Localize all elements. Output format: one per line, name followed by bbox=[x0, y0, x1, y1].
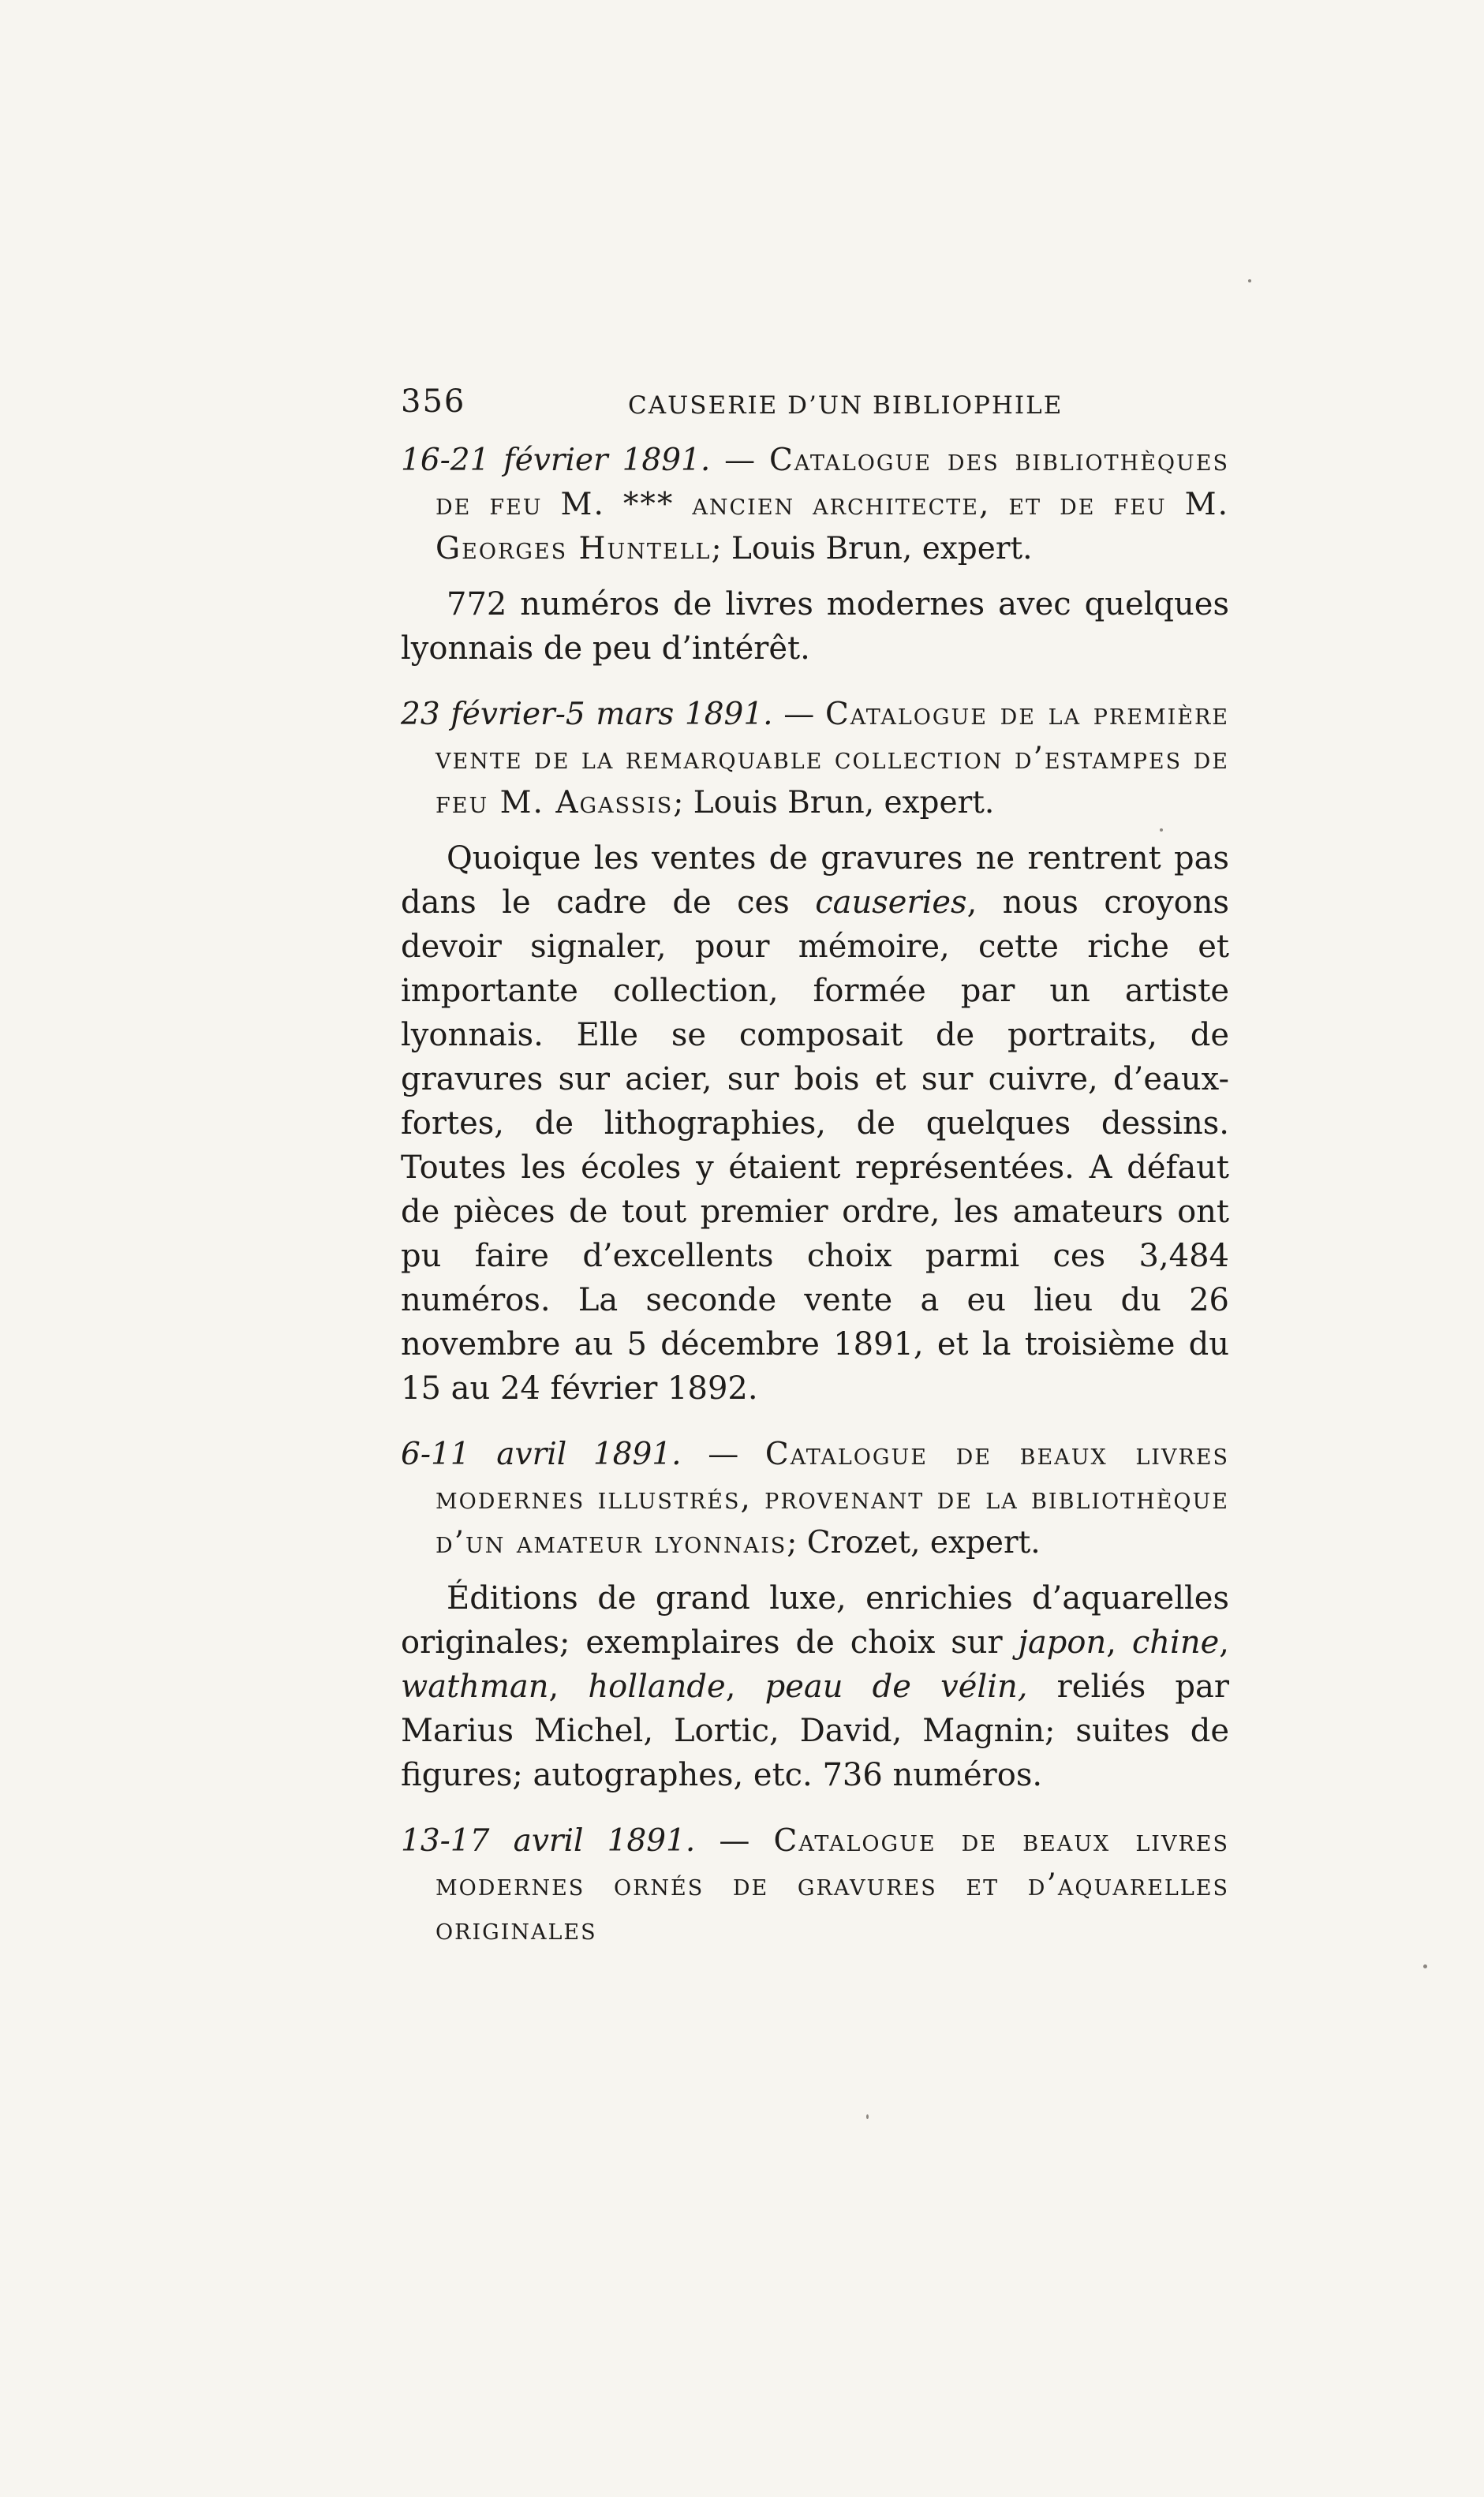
description-italic: causeries bbox=[815, 884, 967, 921]
entry-date: 13-17 avril 1891. bbox=[401, 1823, 696, 1859]
catalogue-entry bbox=[401, 439, 1229, 671]
entry-dash: — bbox=[772, 697, 825, 732]
entry-date: 16-21 février 1891. bbox=[401, 443, 711, 478]
description-text: Éditions de grand luxe, enrichies d’aquarelles originales; exemplaires de choix sur bbox=[401, 1580, 1229, 1661]
entry-dash: — bbox=[695, 1823, 774, 1859]
entry-description: 772 numéros de livres modernes avec quelques lyonnais de peu d’intérêt. bbox=[401, 586, 1229, 667]
description-text: reliés par Marius Michel, Lortic, David, Magnin; suites de figures; autographes, etc. 736 numéros. bbox=[401, 1669, 1229, 1793]
entry-expert: ; Crozet, expert. bbox=[787, 1525, 1041, 1561]
catalogue-entry bbox=[401, 693, 1229, 1411]
paper-speck bbox=[866, 2114, 869, 2119]
description-text: , bbox=[1219, 1624, 1229, 1661]
description-text: , bbox=[725, 1669, 765, 1705]
entry-date: 23 février-5 mars 1891. bbox=[401, 697, 773, 732]
entry-expert: ; Louis Brun, expert. bbox=[673, 785, 995, 820]
description-text: , bbox=[1106, 1624, 1132, 1661]
entry-title: Catalogue de beaux livres modernes ornés de gravures et d’aquarelles originales bbox=[435, 1823, 1229, 1947]
page-number: 356 bbox=[401, 383, 466, 420]
entry-heading bbox=[401, 1433, 1229, 1565]
entry-title: Catalogue de beaux livres modernes illustrés, provenant de la bibliothèque d’un amateur lyonnais bbox=[435, 1437, 1229, 1561]
description-text: , nous croyons devoir signaler, pour mémoire, cette riche et importante collection, formée par un artiste lyonnais. Elle se composait de portraits, de gravures sur acier, sur bois et sur cuivre, d’eaux-fortes, de lithographies, de quelques dessins. Toutes les écoles y étaient représentées. A défaut de pièces de tout premier ordre, les amateurs ont pu faire d’excellents choix parmi ces 3,484 numéros. La seconde vente a eu lieu du 26 novembre au 5 décembre 1891, et la troisième du 15 au 24 février 1892. bbox=[401, 884, 1230, 1407]
catalogue-entry bbox=[401, 1819, 1229, 1952]
entry-description bbox=[401, 1576, 1229, 1797]
entry-title: Catalogue de la première vente de la remarquable collection d’estampes de feu M. Agassis bbox=[435, 697, 1230, 820]
text-block bbox=[401, 377, 1229, 1952]
catalogue-entry bbox=[401, 1433, 1229, 1797]
entry-dash: — bbox=[710, 443, 769, 478]
entry-dash: — bbox=[681, 1437, 765, 1472]
entry-description bbox=[401, 836, 1229, 1411]
entry-title: Catalogue des bibliothèques de feu M. *** ancien architecte, et de feu M. Georges Huntell bbox=[435, 443, 1229, 566]
entry-heading bbox=[401, 1819, 1229, 1952]
description-italic: chine bbox=[1131, 1624, 1220, 1661]
entry-heading bbox=[401, 439, 1229, 571]
description-italic: peau de vélin, bbox=[764, 1669, 1028, 1705]
description-italic: wathman bbox=[401, 1669, 549, 1705]
entry-expert: ; Louis Brun, expert. bbox=[711, 531, 1033, 566]
description-text: , bbox=[548, 1669, 589, 1705]
running-head bbox=[401, 377, 1229, 424]
entry-heading bbox=[401, 693, 1229, 825]
paper-speck bbox=[1248, 279, 1251, 282]
description-italic: japon bbox=[1018, 1624, 1107, 1661]
description-italic: hollande bbox=[588, 1669, 726, 1705]
entry-date: 6-11 avril 1891. bbox=[401, 1437, 682, 1472]
running-title: CAUSERIE D’UN BIBLIOPHILE bbox=[628, 391, 1063, 420]
paper-speck bbox=[1423, 1964, 1427, 1968]
description-text: Quoique les ventes de gravures ne rentrent pas dans le cadre de ces bbox=[401, 840, 1229, 921]
